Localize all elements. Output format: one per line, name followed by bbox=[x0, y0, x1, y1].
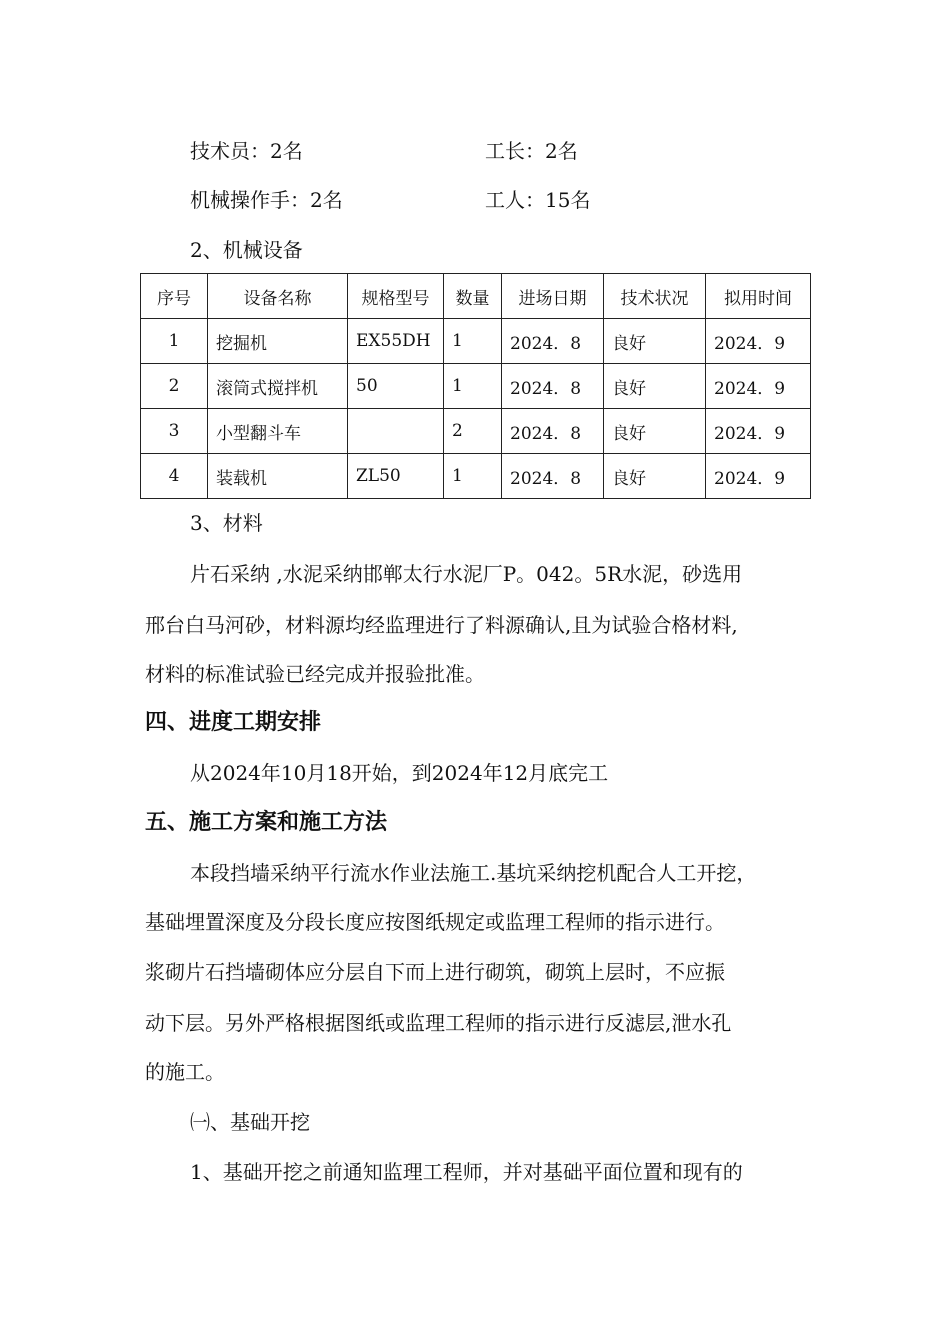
table-cell: 2024．9 bbox=[706, 454, 811, 499]
table-header-row bbox=[141, 274, 811, 319]
section-2-title: 2、机械设备 bbox=[190, 238, 303, 262]
table-row bbox=[141, 409, 811, 454]
table-header-cell: 设备名称 bbox=[208, 274, 348, 319]
table-cell: 2024．9 bbox=[706, 319, 811, 364]
heading-schedule: 四、进度工期安排 bbox=[145, 710, 322, 735]
table-header-cell: 序号 bbox=[141, 274, 208, 319]
table-cell bbox=[348, 409, 444, 454]
materials-line-1: 片石采纳 ,水泥采纳邯郸太行水泥厂P。042。5R水泥，砂选用 bbox=[190, 562, 743, 586]
table-cell: 2024．8 bbox=[502, 409, 604, 454]
table-cell: 2024．8 bbox=[502, 319, 604, 364]
section-3-title: 3、材料 bbox=[190, 511, 263, 535]
table-header-cell: 技术状况 bbox=[604, 274, 706, 319]
table-cell: 1 bbox=[444, 319, 502, 364]
heading-method: 五、施工方案和施工方法 bbox=[145, 810, 388, 835]
table-cell: 4 bbox=[141, 454, 208, 499]
staff-operator: 机械操作手：2名 bbox=[190, 188, 343, 212]
table-header-cell: 进场日期 bbox=[502, 274, 604, 319]
equipment-table bbox=[140, 273, 811, 499]
table-row bbox=[141, 454, 811, 499]
table-cell: 良好 bbox=[604, 454, 706, 499]
staff-foreman: 工长：2名 bbox=[485, 139, 578, 163]
method-line-4: 动下层。另外严格根据图纸或监理工程师的指示进行反滤层,泄水孔 bbox=[145, 1011, 732, 1035]
table-cell: 50 bbox=[348, 364, 444, 409]
staff-tech: 技术员：2名 bbox=[190, 139, 303, 163]
table-cell: 1 bbox=[444, 454, 502, 499]
table-header-cell: 拟用时间 bbox=[706, 274, 811, 319]
method-line-2: 基础埋置深度及分段长度应按图纸规定或监理工程师的指示进行。 bbox=[145, 910, 725, 934]
table-cell: 挖掘机 bbox=[208, 319, 348, 364]
schedule-text: 从2024年10月18开始，到2024年12月底完工 bbox=[190, 761, 609, 785]
table-header-cell: 数量 bbox=[444, 274, 502, 319]
table-cell: 2 bbox=[141, 364, 208, 409]
table-cell: 2024．9 bbox=[706, 364, 811, 409]
method-line-3: 浆砌片石挡墙砌体应分层自下而上进行砌筑，砌筑上层时，不应振 bbox=[145, 960, 725, 984]
table-cell: 1 bbox=[444, 364, 502, 409]
method-line-5: 的施工。 bbox=[145, 1060, 225, 1084]
table-cell: 1 bbox=[141, 319, 208, 364]
table-cell: 3 bbox=[141, 409, 208, 454]
table-cell: 良好 bbox=[604, 364, 706, 409]
table-cell: 滚筒式搅拌机 bbox=[208, 364, 348, 409]
table-cell: 良好 bbox=[604, 409, 706, 454]
item-1-text: 1、基础开挖之前通知监理工程师，并对基础平面位置和现有的 bbox=[190, 1160, 743, 1184]
materials-line-2: 邢台白马河砂，材料源均经监理进行了料源确认,且为试验合格材料, bbox=[145, 613, 738, 637]
table-cell: 2024．8 bbox=[502, 364, 604, 409]
method-line-1: 本段挡墙采纳平行流水作业法施工.基坑采纳挖机配合人工开挖， bbox=[190, 861, 757, 885]
table-cell: 2024．8 bbox=[502, 454, 604, 499]
staff-worker: 工人：15名 bbox=[485, 188, 591, 212]
table-row bbox=[141, 319, 811, 364]
table-cell: 小型翻斗车 bbox=[208, 409, 348, 454]
table-cell: 装载机 bbox=[208, 454, 348, 499]
table-cell: 2024．9 bbox=[706, 409, 811, 454]
table-header-cell: 规格型号 bbox=[348, 274, 444, 319]
subsection-foundation: ㈠、基础开挖 bbox=[190, 1110, 310, 1134]
table-cell: EX55DH bbox=[348, 319, 444, 364]
table-row bbox=[141, 364, 811, 409]
table-cell: 2 bbox=[444, 409, 502, 454]
materials-line-3: 材料的标准试验已经完成并报验批准。 bbox=[145, 662, 485, 686]
table-cell: ZL50 bbox=[348, 454, 444, 499]
table-cell: 良好 bbox=[604, 319, 706, 364]
